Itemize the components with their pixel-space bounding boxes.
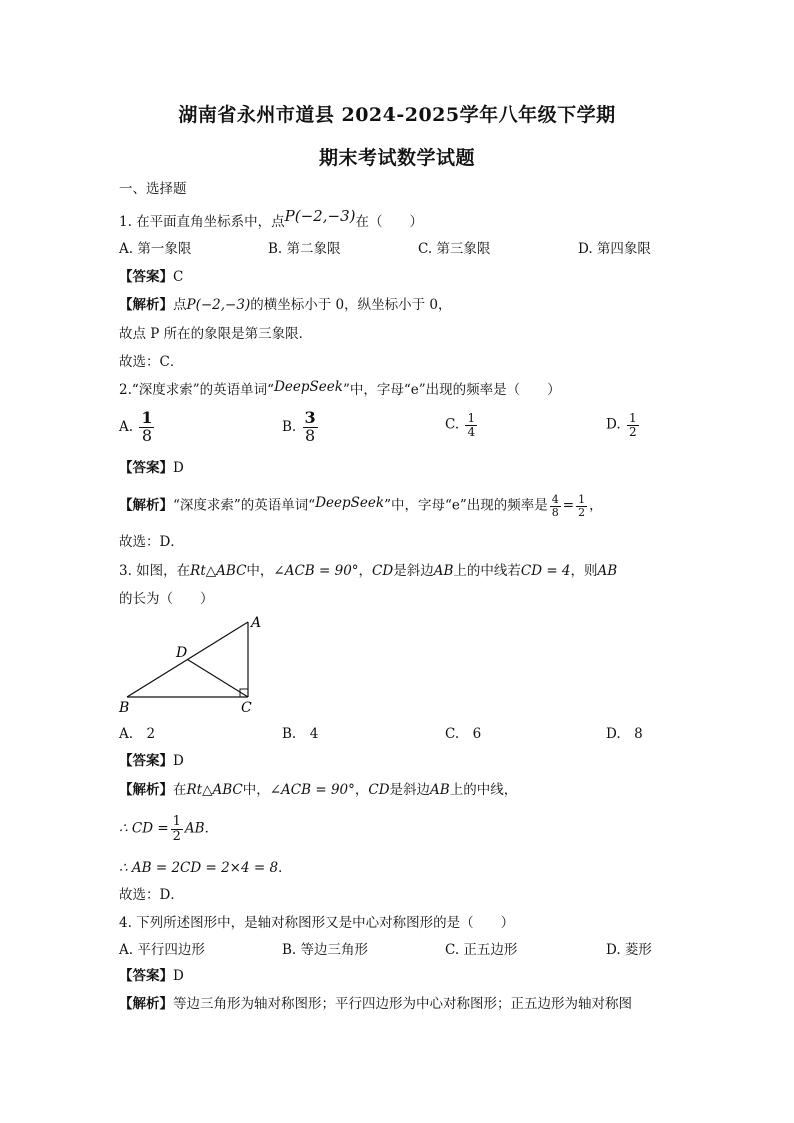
section-heading: 一、选择题 — [119, 181, 187, 197]
label-b: B — [119, 700, 130, 716]
q1-option-b: B. 第二象限 — [268, 241, 341, 257]
q2-analysis: 【解析】“深度求索”的英语单词“DeepSeek”中，字母“e”出现的频率是 $\frac{4}{8}$ = $\frac{1}{2}$ ， — [119, 493, 603, 519]
title-line-2: 期末考试数学试题 — [318, 147, 475, 169]
q3-analysis: 【解析】在Rt△ABC中，∠ACB = 90°，CD是斜边AB上的中线， — [119, 782, 518, 798]
q1-answer: 【答案】C — [119, 269, 184, 285]
title-line-1: 湖南省永州市道县 2024-2025学年八年级下学期 — [178, 104, 616, 126]
q3-option-c: C. 6 — [445, 726, 482, 742]
q1-conclusion: 故选：C． — [119, 354, 184, 370]
q4-option-a: A. 平行四边形 — [119, 942, 205, 958]
q3-option-b: B. 4 — [282, 726, 319, 742]
q1-option-d: D. 第四象限 — [578, 241, 651, 257]
triangle-figure — [110, 612, 280, 717]
q4-analysis: 【解析】等边三角形为轴对称图形；平行四边形为中心对称图形；正五边形为轴对称图 — [119, 996, 632, 1012]
point-p: P(−2,−3) — [284, 207, 356, 225]
question-3-stem: 3. 如图，在Rt△ABC中，∠ACB = 90°，CD是斜边AB上的中线若CD = 4，则AB — [119, 563, 618, 579]
q1-option-c: C. 第三象限 — [418, 241, 491, 257]
q1-analysis: 【解析】点P(−2,−3)的横坐标小于 0，纵坐标小于 0， — [119, 297, 452, 313]
q4-option-c: C. 正五边形 — [445, 942, 518, 958]
q3-answer: 【答案】D — [119, 753, 184, 769]
q2-option-d: D. $\frac{1}{2}$ — [606, 411, 637, 439]
q3-analysis-2: ∴ CD = $\frac{1}{2}$ AB． — [119, 814, 219, 844]
q4-option-b: B. 等边三角形 — [282, 942, 369, 958]
q1-option-a: A. 第一象限 — [119, 241, 192, 257]
label-c: C — [241, 700, 252, 716]
question-4-stem: 4. 下列所述图形中，是轴对称图形又是中心对称图形的是（ ） — [119, 915, 515, 931]
q3-option-d: D. 8 — [606, 726, 643, 742]
q3-option-a: A. 2 — [119, 726, 156, 742]
q4-answer: 【答案】D — [119, 968, 184, 984]
q1-analysis-2: 故点 P 所在的象限是第三象限． — [119, 326, 313, 342]
q4-option-d: D. 菱形 — [606, 942, 652, 958]
label-d: D — [176, 645, 188, 661]
q3-conclusion: 故选：D． — [119, 887, 184, 903]
q2-option-b: B. $\frac{3}{8}$ — [282, 408, 316, 445]
question-3-stem-2: 的长为（ ） — [119, 591, 214, 607]
q3-analysis-3: ∴ AB = 2CD = 2×4 = 8． — [119, 860, 292, 876]
question-1-stem: 1. 在平面直角坐标系中，点P(−2,−3)在（ ） — [119, 207, 423, 230]
q2-conclusion: 故选：D． — [119, 534, 184, 550]
q2-answer: 【答案】D — [119, 460, 184, 476]
question-2-stem: 2.“深度求索”的英语单词“DeepSeek”中，字母“e”出现的频率是（ ） — [119, 379, 561, 398]
segment-cd — [188, 660, 249, 698]
q2-option-c: C. $\frac{1}{4}$ — [445, 411, 476, 439]
q2-option-a: A. $\frac{1}{8}$ — [119, 408, 153, 445]
label-a: A — [251, 615, 262, 631]
